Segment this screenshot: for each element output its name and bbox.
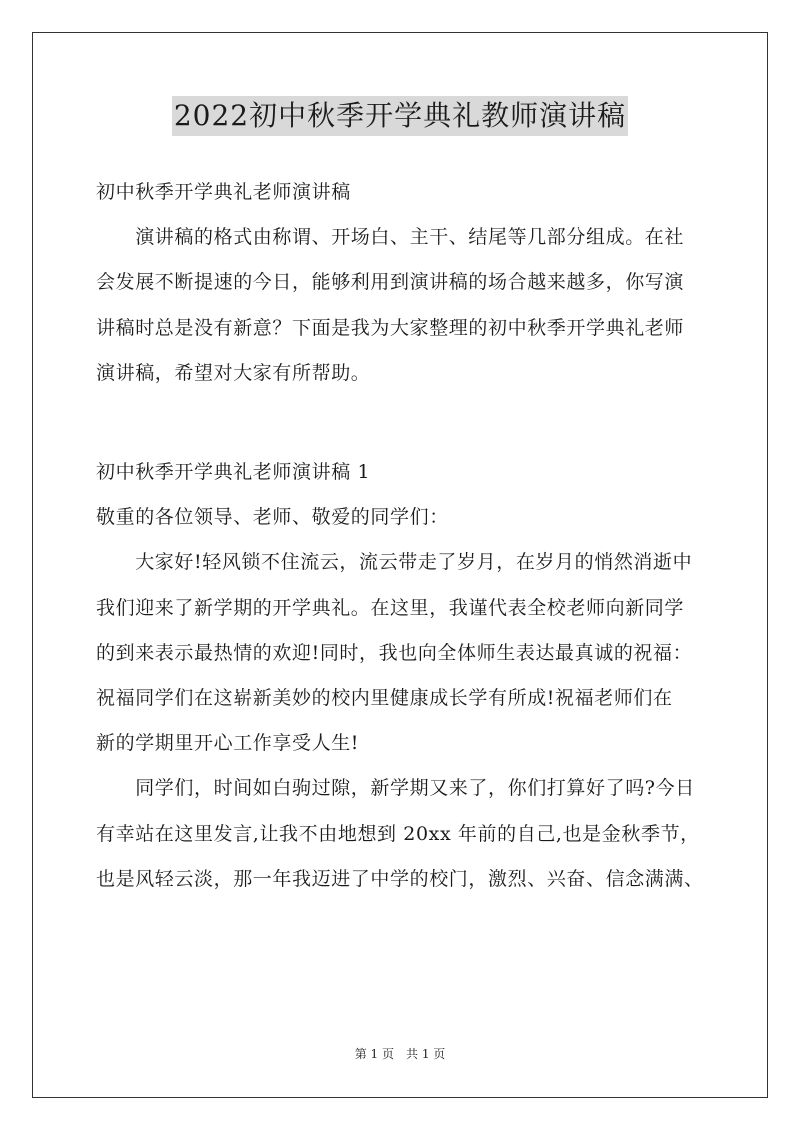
title-container — [0, 96, 800, 136]
paragraph-line: 新的学期里开心工作享受人生! — [96, 732, 360, 755]
paragraph-line: 讲稿时总是没有新意？下面是我为大家整理的初中秋季开学典礼老师 — [96, 316, 685, 339]
paragraph-line: 的到来表示最热情的欢迎!同时，我也向全体师生表达最真诚的祝福： — [96, 641, 693, 664]
paragraph-line: 祝福同学们在这崭新美妙的校内里健康成长学有所成!祝福老师们在 — [96, 687, 673, 710]
document-body — [96, 170, 716, 902]
paragraph-line: 有幸站在这里发言,让我不由地想到 20xx 年前的自己,也是金秋季节， — [96, 822, 700, 845]
document-title: 2022初中秋季开学典礼教师演讲稿 — [172, 96, 628, 136]
paragraph-line: 同学们，时间如白驹过隙，新学期又来了，你们打算好了吗?今日 — [96, 777, 695, 800]
paragraph-line: 演讲稿的格式由称谓、开场白、主干、结尾等几部分组成。在社 — [96, 226, 685, 249]
paragraph-line: 会发展不断提速的今日，能够利用到演讲稿的场合越来越多，你写演 — [96, 271, 685, 294]
paragraph-line: 我们迎来了新学期的开学典礼。在这里，我谨代表全校老师向新同学 — [96, 596, 685, 619]
page-footer: 第 1 页 共 1 页 — [354, 1047, 446, 1061]
salutation-line: 敬重的各位领导、老师、敬爱的同学们： — [96, 506, 449, 529]
section-heading: 初中秋季开学典礼老师演讲稿 1 — [96, 461, 371, 484]
section-spacer — [96, 396, 716, 450]
paragraph-line: 演讲稿，希望对大家有所帮助。 — [96, 361, 371, 384]
paragraph-line: 大家好!轻风锁不住流云，流云带走了岁月，在岁月的悄然消逝中 — [96, 551, 693, 574]
paragraph-line: 也是风轻云淡，那一年我迈进了中学的校门，激烈、兴奋、信念满满、 — [96, 867, 704, 890]
subtitle-line: 初中秋季开学典礼老师演讲稿 — [96, 181, 351, 203]
